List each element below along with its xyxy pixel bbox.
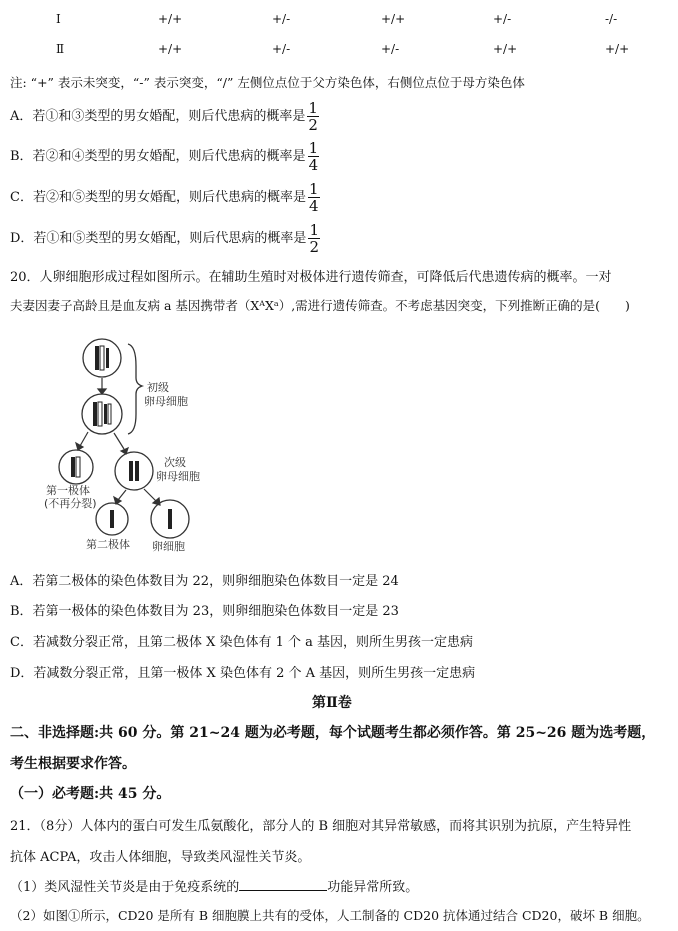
q19-option-a: A．若①和③类型的男女婚配，则后代患病的概率是 $\frac{1}{2}$ — [10, 99, 318, 134]
label-second-polar: 第二极体 — [86, 538, 130, 551]
label-secondary-1: 次级 — [164, 456, 186, 469]
table-cell: -/- — [605, 12, 618, 26]
label-egg: 卵细胞 — [152, 540, 185, 553]
q21-line1: 21．（8分）人体内的蛋白可发生瓜氨酸化，部分人的 B 细胞对其异常敏感，而将其识别为抗原，产生特异性 — [10, 819, 632, 834]
section-title: 第Ⅱ卷 — [312, 695, 352, 711]
label-primary-1: 初级 — [147, 381, 169, 394]
table-cell: +/+ — [158, 42, 183, 56]
section-heading-line1: 二、非选择题:共 60 分。第 21~24 题为必考题，每个试题考生都必须作答。第 25~26 题为选考题， — [10, 725, 656, 741]
row-label-2: Ⅱ — [56, 42, 65, 56]
q20-option-c: C．若减数分裂正常，且第二极体 X 染色体有 1 个 a 基因，则所生男孩一定患病 — [10, 635, 474, 650]
q19-option-b: B．若②和④类型的男女婚配，则后代患病的概率是 $\frac{1}{4}$ — [10, 139, 319, 174]
fraction: $\frac{1}{2}$ — [309, 221, 319, 256]
table-cell: +/+ — [493, 42, 518, 56]
q21-sub2: （2）如图①所示，CD20 是所有 B 细胞膜上共有的受体，人工制备的 CD20 抗体通过结合 CD20，破坏 B 细胞。 — [10, 908, 650, 923]
q20-option-a: A．若第二极体的染色体数目为 22，则卵细胞染色体数目一定是 24 — [10, 574, 399, 589]
table-cell: +/+ — [605, 42, 630, 56]
sub-heading: （一）必考题:共 45 分。 — [10, 786, 171, 802]
fraction: $\frac{1}{4}$ — [308, 139, 319, 174]
q20-option-d: D．若减数分裂正常，且第一极体 X 染色体有 2 个 A 基因，则所生男孩一定患病 — [10, 666, 476, 681]
secondary-oocyte-cell — [115, 452, 153, 490]
table-cell: +/- — [272, 42, 291, 56]
fraction: $\frac{1}{2}$ — [308, 99, 318, 134]
table-cell: +/- — [381, 42, 400, 56]
label-primary-2: 卵母细胞 — [144, 395, 188, 408]
table-cell: +/- — [493, 12, 512, 26]
row-label-1: Ⅰ — [56, 12, 61, 26]
q20-stem-line2: 夫妻因妻子高龄且是血友病 a 基因携带者（XᴬXᵃ）,需进行遗传筛查。不考虑基因突变，下列推断正确的是( ) — [10, 298, 630, 313]
oogenesis-diagram — [44, 336, 252, 556]
label-secondary-2: 卵母细胞 — [156, 470, 200, 483]
q19-option-c: C．若②和⑤类型的男女婚配，则后代患病的概率是 $\frac{1}{4}$ — [10, 180, 319, 215]
label-first-polar-2: (不再分裂) — [44, 497, 97, 510]
answer-blank[interactable] — [239, 878, 327, 891]
label-first-polar-1: 第一极体 — [46, 484, 90, 497]
q19-option-d: D．若①和⑤类型的男女婚配，则后代思病的概率是 $\frac{1}{2}$ — [10, 221, 319, 256]
q21-sub1: （1）类风湿性关节炎是由于免疫系统的 功能异常所致。 — [10, 880, 419, 895]
q20-option-b: B．若第一极体的染色体数目为 23，则卵细胞染色体数目一定是 23 — [10, 604, 399, 619]
q20-stem-line1: 20．人卵细胞形成过程如图所示。在辅助生殖时对极体进行遗传筛查，可降低后代患遗传病的概率。一对 — [10, 270, 612, 285]
table-cell: +/+ — [158, 12, 183, 26]
table-note: 注: “+” 表示未突变，“-” 表示突变，“/” 左侧位点位于父方染色体，右侧位点位于母方染色体 — [10, 75, 525, 90]
table-cell: +/+ — [381, 12, 406, 26]
section-heading-line2: 考生根据要求作答。 — [10, 756, 136, 772]
brace — [128, 344, 142, 434]
q21-line2: 抗体 ACPA，攻击人体细胞，导致类风湿性关节炎。 — [10, 850, 311, 865]
table-cell: +/- — [272, 12, 291, 26]
fraction: $\frac{1}{4}$ — [308, 180, 319, 215]
